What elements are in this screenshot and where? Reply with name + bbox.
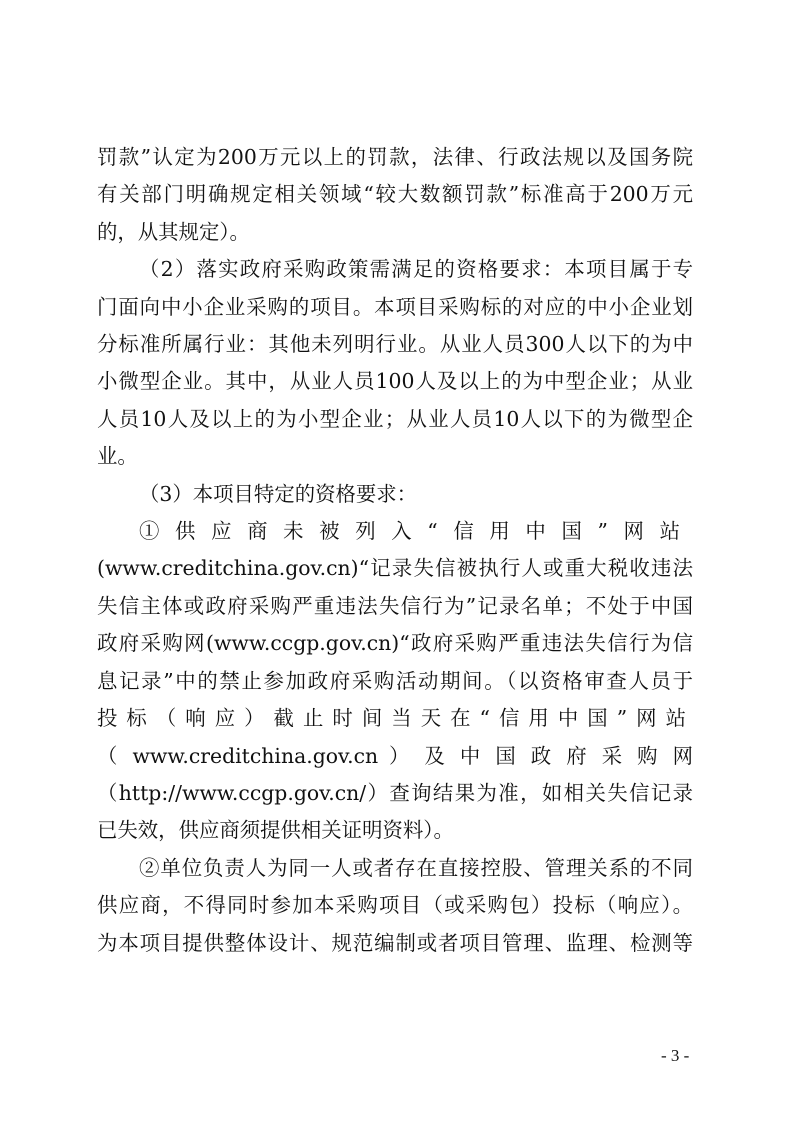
paragraph-sme-policy-requirements: [97, 251, 693, 475]
text-line: 失信主体或政府采购严重违法失信行为”记录名单；不处于中国: [97, 593, 693, 618]
text-line: 有关部门明确规定相关领域“较大数额罚款”标准高于200万元: [97, 182, 693, 207]
document-body: [97, 139, 693, 962]
text-line: ②单位负责人为同一人或者存在直接控股、管理关系的不同: [139, 855, 693, 880]
text-line: 投标（响应）截止时间当天在“信用中国”网站: [97, 706, 693, 731]
text-line: 人员10人及以上的为小型企业；从业人员10人以下的为微型企: [97, 406, 693, 431]
text-line: 息记录”中的禁止参加政府采购活动期间。（以资格审查人员于: [97, 668, 693, 693]
text-line: （http://www.ccgp.gov.cn/）查询结果为准，如相关失信记录: [97, 780, 693, 805]
paragraph-credit-record-requirement: [97, 513, 693, 850]
text-line: 业。: [97, 444, 138, 469]
text-line: （ www.creditchina.gov.cn ） 及 中 国 政 府 采 购 网: [97, 743, 693, 768]
paragraph-penalty-continuation: [97, 139, 693, 251]
text-line: 政府采购网(www.ccgp.gov.cn)“政府采购严重违法失信行为信: [97, 631, 693, 656]
text-line: (www.creditchina.gov.cn)“记录失信被执行人或重大税收违法: [97, 556, 693, 581]
text-line: 已失效，供应商须提供相关证明资料）。: [97, 818, 454, 843]
text-line: 分标准所属行业：其他未列明行业。从业人员300人以下的为中: [97, 332, 693, 357]
text-line: 供应商，不得同时参加本采购项目（或采购包）投标（响应）。: [97, 893, 693, 918]
text-line: 罚款”认定为200万元以上的罚款，法律、行政法规以及国务院: [97, 145, 693, 169]
text-line: （2）落实政府采购政策需满足的资格要求：本项目属于专: [139, 257, 693, 282]
text-line: 门面向中小企业采购的项目。本项目采购标的对应的中小企业划: [97, 294, 693, 319]
page-number: - 3 -: [661, 1046, 690, 1065]
text-line: ①供应商未被列入“信用中国”网站: [139, 519, 693, 544]
text-line: 的，从其规定）。: [97, 219, 250, 244]
text-line: 小微型企业。其中，从业人员100人及以上的为中型企业；从业: [97, 369, 693, 394]
text-line: （3）本项目特定的资格要求：: [139, 481, 418, 506]
text-line: 为本项目提供整体设计、规范编制或者项目管理、监理、检测等: [97, 930, 693, 955]
paragraph-related-supplier-restriction: [97, 850, 693, 962]
paragraph-specific-requirements-heading: [97, 476, 693, 513]
